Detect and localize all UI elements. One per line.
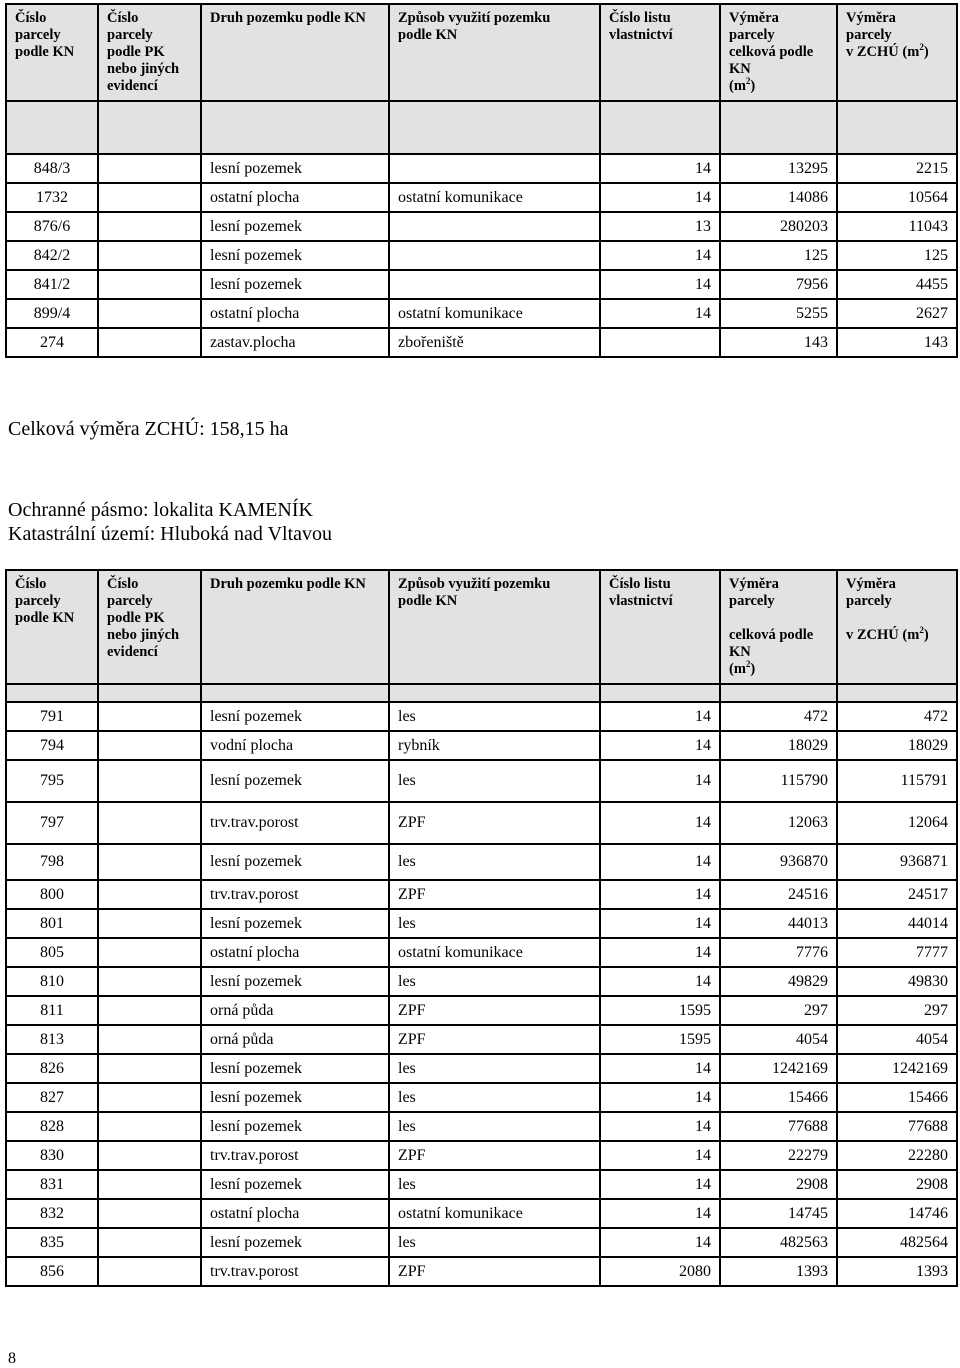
- cell-lv: 14: [600, 154, 720, 183]
- cell-zpusob: les: [389, 1112, 600, 1141]
- cell-kn: 805: [6, 938, 98, 967]
- cell-druh: ostatní plocha: [201, 938, 389, 967]
- table-header-row: [6, 4, 957, 101]
- cell-zchu: 22280: [837, 1141, 957, 1170]
- cell-lv: 14: [600, 880, 720, 909]
- cell-lv: 14: [600, 1054, 720, 1083]
- cell-lv: 14: [600, 967, 720, 996]
- protection-zone-value: lokalita KAMENÍK: [153, 499, 313, 521]
- cell-pk: [98, 880, 201, 909]
- table-row: [6, 731, 957, 760]
- table-row: [6, 299, 957, 328]
- cell-pk: [98, 844, 201, 880]
- cell-pk: [98, 1025, 201, 1054]
- cell-celkova: 1393: [720, 1257, 837, 1286]
- cell-pk: [98, 760, 201, 802]
- cell-zpusob: ostatní komunikace: [389, 1199, 600, 1228]
- cell-pk: [98, 270, 201, 299]
- cell-zchu: 2627: [837, 299, 957, 328]
- cell-celkova: 1242169: [720, 1054, 837, 1083]
- table-row: [6, 1170, 957, 1199]
- table-row: [6, 154, 957, 183]
- cell-celkova: 280203: [720, 212, 837, 241]
- cell-zpusob: ZPF: [389, 996, 600, 1025]
- cell-zpusob: ZPF: [389, 1257, 600, 1286]
- cell-zchu: 1393: [837, 1257, 957, 1286]
- cell-kn: 826: [6, 1054, 98, 1083]
- header-lv: Číslo listu vlastnictví: [600, 570, 720, 684]
- header-celkova: Výměra parcely celková podle KN $(m^2)$: [720, 4, 837, 101]
- cell-zchu: 77688: [837, 1112, 957, 1141]
- cell-celkova: 22279: [720, 1141, 837, 1170]
- cell-druh: lesní pozemek: [201, 1083, 389, 1112]
- cell-druh: orná půda: [201, 1025, 389, 1054]
- cell-zpusob: [389, 212, 600, 241]
- cell-pk: [98, 967, 201, 996]
- cell-pk: [98, 802, 201, 844]
- header-druh: Druh pozemku podle KN: [201, 570, 389, 684]
- cell-zchu: 472: [837, 702, 957, 731]
- cell-zchu: 18029: [837, 731, 957, 760]
- cell-druh: trv.trav.porost: [201, 1141, 389, 1170]
- cell-zpusob: [389, 270, 600, 299]
- table-row: [6, 1054, 957, 1083]
- cell-lv: [600, 328, 720, 357]
- cell-lv: 14: [600, 1141, 720, 1170]
- cell-zpusob: ZPF: [389, 1025, 600, 1054]
- cell-zchu: 115791: [837, 760, 957, 802]
- table-row: [6, 1199, 957, 1228]
- cell-pk: [98, 731, 201, 760]
- table-row: [6, 1228, 957, 1257]
- cell-zchu: 24517: [837, 880, 957, 909]
- cell-zchu: 4054: [837, 1025, 957, 1054]
- cell-druh: ostatní plocha: [201, 299, 389, 328]
- table-header-row: [6, 570, 957, 684]
- cell-lv: 14: [600, 909, 720, 938]
- cell-zpusob: zbořeniště: [389, 328, 600, 357]
- cell-kn: 798: [6, 844, 98, 880]
- cell-pk: [98, 212, 201, 241]
- cell-pk: [98, 183, 201, 212]
- cell-celkova: 18029: [720, 731, 837, 760]
- cell-druh: lesní pozemek: [201, 967, 389, 996]
- protection-zone-line: [8, 498, 313, 522]
- header-spacer-row: [6, 684, 957, 702]
- cell-zchu: 11043: [837, 212, 957, 241]
- table-row: [6, 1112, 957, 1141]
- cell-zchu: 49830: [837, 967, 957, 996]
- cell-pk: [98, 154, 201, 183]
- cadastral-area-label: Katastrální území:: [8, 523, 156, 545]
- table-row: [6, 996, 957, 1025]
- cell-lv: 14: [600, 802, 720, 844]
- table-row: [6, 909, 957, 938]
- parcel-table-zchu: [5, 3, 958, 358]
- cell-zpusob: les: [389, 1228, 600, 1257]
- cadastral-area-value: Hluboká nad Vltavou: [160, 523, 332, 545]
- cell-lv: 14: [600, 241, 720, 270]
- cell-druh: orná půda: [201, 996, 389, 1025]
- cell-zpusob: les: [389, 1054, 600, 1083]
- cell-druh: lesní pozemek: [201, 760, 389, 802]
- cell-druh: lesní pozemek: [201, 1112, 389, 1141]
- table-row: [6, 241, 957, 270]
- table-row: [6, 967, 957, 996]
- cell-zpusob: les: [389, 909, 600, 938]
- cell-pk: [98, 996, 201, 1025]
- cell-zpusob: ZPF: [389, 1141, 600, 1170]
- cell-kn: 813: [6, 1025, 98, 1054]
- table-row: [6, 1141, 957, 1170]
- cell-kn: 791: [6, 702, 98, 731]
- cell-pk: [98, 241, 201, 270]
- cell-zpusob: les: [389, 1083, 600, 1112]
- cell-lv: 14: [600, 1170, 720, 1199]
- cell-lv: 14: [600, 270, 720, 299]
- cell-druh: lesní pozemek: [201, 212, 389, 241]
- cell-druh: lesní pozemek: [201, 241, 389, 270]
- cell-lv: 14: [600, 702, 720, 731]
- cell-druh: trv.trav.porost: [201, 880, 389, 909]
- cell-zchu: 7777: [837, 938, 957, 967]
- cell-kn: 810: [6, 967, 98, 996]
- cell-zchu: 297: [837, 996, 957, 1025]
- header-zpusob: Způsob využití pozemku podle KN: [389, 4, 600, 101]
- cell-celkova: 49829: [720, 967, 837, 996]
- cell-pk: [98, 1112, 201, 1141]
- cell-kn: 832: [6, 1199, 98, 1228]
- header-pk: Číslo parcely podle PK nebo jiných evidencí: [98, 570, 201, 684]
- cell-zpusob: ostatní komunikace: [389, 938, 600, 967]
- cell-lv: 2080: [600, 1257, 720, 1286]
- cell-druh: lesní pozemek: [201, 154, 389, 183]
- cell-celkova: 12063: [720, 802, 837, 844]
- cell-lv: 14: [600, 1228, 720, 1257]
- protection-zone-label: Ochranné pásmo:: [8, 499, 149, 521]
- cell-zchu: 12064: [837, 802, 957, 844]
- cell-kn: 274: [6, 328, 98, 357]
- cell-kn: 830: [6, 1141, 98, 1170]
- cell-kn: 841/2: [6, 270, 98, 299]
- cell-celkova: 936870: [720, 844, 837, 880]
- cell-zpusob: les: [389, 967, 600, 996]
- table-row: [6, 1083, 957, 1112]
- cell-kn: 1732: [6, 183, 98, 212]
- cell-zpusob: ostatní komunikace: [389, 299, 600, 328]
- cell-zpusob: les: [389, 1170, 600, 1199]
- cell-kn: 795: [6, 760, 98, 802]
- cell-zpusob: les: [389, 702, 600, 731]
- cell-celkova: 297: [720, 996, 837, 1025]
- cell-zpusob: [389, 241, 600, 270]
- cell-pk: [98, 1257, 201, 1286]
- cell-zpusob: les: [389, 760, 600, 802]
- cell-lv: 13: [600, 212, 720, 241]
- cell-druh: lesní pozemek: [201, 702, 389, 731]
- cell-zpusob: ZPF: [389, 880, 600, 909]
- table-row: [6, 880, 957, 909]
- cell-lv: 1595: [600, 1025, 720, 1054]
- cell-lv: 14: [600, 844, 720, 880]
- cell-zpusob: ostatní komunikace: [389, 183, 600, 212]
- cell-kn: 828: [6, 1112, 98, 1141]
- cell-celkova: 2908: [720, 1170, 837, 1199]
- table-row: [6, 938, 957, 967]
- table-row: [6, 1025, 957, 1054]
- cell-kn: 856: [6, 1257, 98, 1286]
- cell-kn: 794: [6, 731, 98, 760]
- header-kn: Číslo parcely podle KN: [6, 4, 98, 101]
- table-row: [6, 702, 957, 731]
- table-row: [6, 183, 957, 212]
- cell-lv: 14: [600, 731, 720, 760]
- cell-lv: 14: [600, 760, 720, 802]
- cell-celkova: 77688: [720, 1112, 837, 1141]
- cell-lv: 14: [600, 938, 720, 967]
- cell-druh: zastav.plocha: [201, 328, 389, 357]
- cell-druh: lesní pozemek: [201, 1170, 389, 1199]
- cell-zchu: 1242169: [837, 1054, 957, 1083]
- cell-kn: 842/2: [6, 241, 98, 270]
- cell-druh: trv.trav.porost: [201, 802, 389, 844]
- cell-celkova: 125: [720, 241, 837, 270]
- cell-zchu: 14746: [837, 1199, 957, 1228]
- cell-zchu: 143: [837, 328, 957, 357]
- cell-kn: 800: [6, 880, 98, 909]
- cell-lv: 14: [600, 1112, 720, 1141]
- cell-celkova: 482563: [720, 1228, 837, 1257]
- cell-zchu: 2215: [837, 154, 957, 183]
- cell-lv: 14: [600, 183, 720, 212]
- cell-kn: 831: [6, 1170, 98, 1199]
- cell-kn: 811: [6, 996, 98, 1025]
- cell-kn: 876/6: [6, 212, 98, 241]
- header-lv: Číslo listu vlastnictví: [600, 4, 720, 101]
- cell-kn: 835: [6, 1228, 98, 1257]
- header-kn: Číslo parcely podle KN: [6, 570, 98, 684]
- cell-pk: [98, 1228, 201, 1257]
- cadastral-area-line: [8, 522, 332, 546]
- cell-pk: [98, 909, 201, 938]
- cell-zchu: 125: [837, 241, 957, 270]
- table-row: [6, 1257, 957, 1286]
- cell-pk: [98, 1170, 201, 1199]
- cell-pk: [98, 1141, 201, 1170]
- cell-zpusob: les: [389, 844, 600, 880]
- header-celkova: Výměra parcely celková podle KN $(m^2)$: [720, 570, 837, 684]
- table-row: [6, 212, 957, 241]
- cell-zchu: 44014: [837, 909, 957, 938]
- cell-celkova: 7776: [720, 938, 837, 967]
- cell-lv: 1595: [600, 996, 720, 1025]
- header-zchu: Výměra parcely v ZCHÚ $(m^2)$: [837, 570, 957, 684]
- cell-celkova: 5255: [720, 299, 837, 328]
- cell-druh: lesní pozemek: [201, 844, 389, 880]
- cell-kn: 827: [6, 1083, 98, 1112]
- cell-zchu: 2908: [837, 1170, 957, 1199]
- cell-celkova: 14745: [720, 1199, 837, 1228]
- cell-druh: lesní pozemek: [201, 1054, 389, 1083]
- cell-druh: vodní plocha: [201, 731, 389, 760]
- table-row: [6, 844, 957, 880]
- table-row: [6, 270, 957, 299]
- cell-lv: 14: [600, 1199, 720, 1228]
- cell-kn: 797: [6, 802, 98, 844]
- cell-celkova: 7956: [720, 270, 837, 299]
- cell-druh: lesní pozemek: [201, 1228, 389, 1257]
- cell-pk: [98, 299, 201, 328]
- header-spacer-row: [6, 101, 957, 154]
- cell-celkova: 14086: [720, 183, 837, 212]
- cell-celkova: 143: [720, 328, 837, 357]
- cell-pk: [98, 328, 201, 357]
- table-row: [6, 802, 957, 844]
- cell-pk: [98, 1083, 201, 1112]
- cell-pk: [98, 702, 201, 731]
- cell-zchu: 482564: [837, 1228, 957, 1257]
- cell-lv: 14: [600, 299, 720, 328]
- cell-pk: [98, 1054, 201, 1083]
- cell-zchu: 4455: [837, 270, 957, 299]
- cell-zpusob: [389, 154, 600, 183]
- parcel-table-kamenik: [5, 569, 958, 1287]
- cell-celkova: 115790: [720, 760, 837, 802]
- total-area-summary: Celková výměra ZCHÚ: 158,15 ha: [8, 418, 289, 440]
- cell-druh: lesní pozemek: [201, 270, 389, 299]
- cell-druh: ostatní plocha: [201, 1199, 389, 1228]
- header-pk: Číslo parcely podle PK nebo jiných evidencí: [98, 4, 201, 101]
- cell-kn: 801: [6, 909, 98, 938]
- cell-zchu: 15466: [837, 1083, 957, 1112]
- cell-kn: 848/3: [6, 154, 98, 183]
- header-druh: Druh pozemku podle KN: [201, 4, 389, 101]
- cell-druh: lesní pozemek: [201, 909, 389, 938]
- cell-lv: 14: [600, 1083, 720, 1112]
- cell-druh: ostatní plocha: [201, 183, 389, 212]
- cell-zchu: 10564: [837, 183, 957, 212]
- cell-zpusob: rybník: [389, 731, 600, 760]
- cell-pk: [98, 938, 201, 967]
- cell-kn: 899/4: [6, 299, 98, 328]
- cell-celkova: 13295: [720, 154, 837, 183]
- cell-celkova: 44013: [720, 909, 837, 938]
- page-number: 8: [8, 1350, 16, 1367]
- cell-zchu: 936871: [837, 844, 957, 880]
- table-row: [6, 328, 957, 357]
- header-zchu: Výměra parcely v ZCHÚ $(m^2)$: [837, 4, 957, 101]
- cell-druh: trv.trav.porost: [201, 1257, 389, 1286]
- cell-celkova: 472: [720, 702, 837, 731]
- cell-pk: [98, 1199, 201, 1228]
- header-zpusob: Způsob využití pozemku podle KN: [389, 570, 600, 684]
- cell-zpusob: ZPF: [389, 802, 600, 844]
- table-row: [6, 760, 957, 802]
- cell-celkova: 15466: [720, 1083, 837, 1112]
- cell-celkova: 24516: [720, 880, 837, 909]
- cell-celkova: 4054: [720, 1025, 837, 1054]
